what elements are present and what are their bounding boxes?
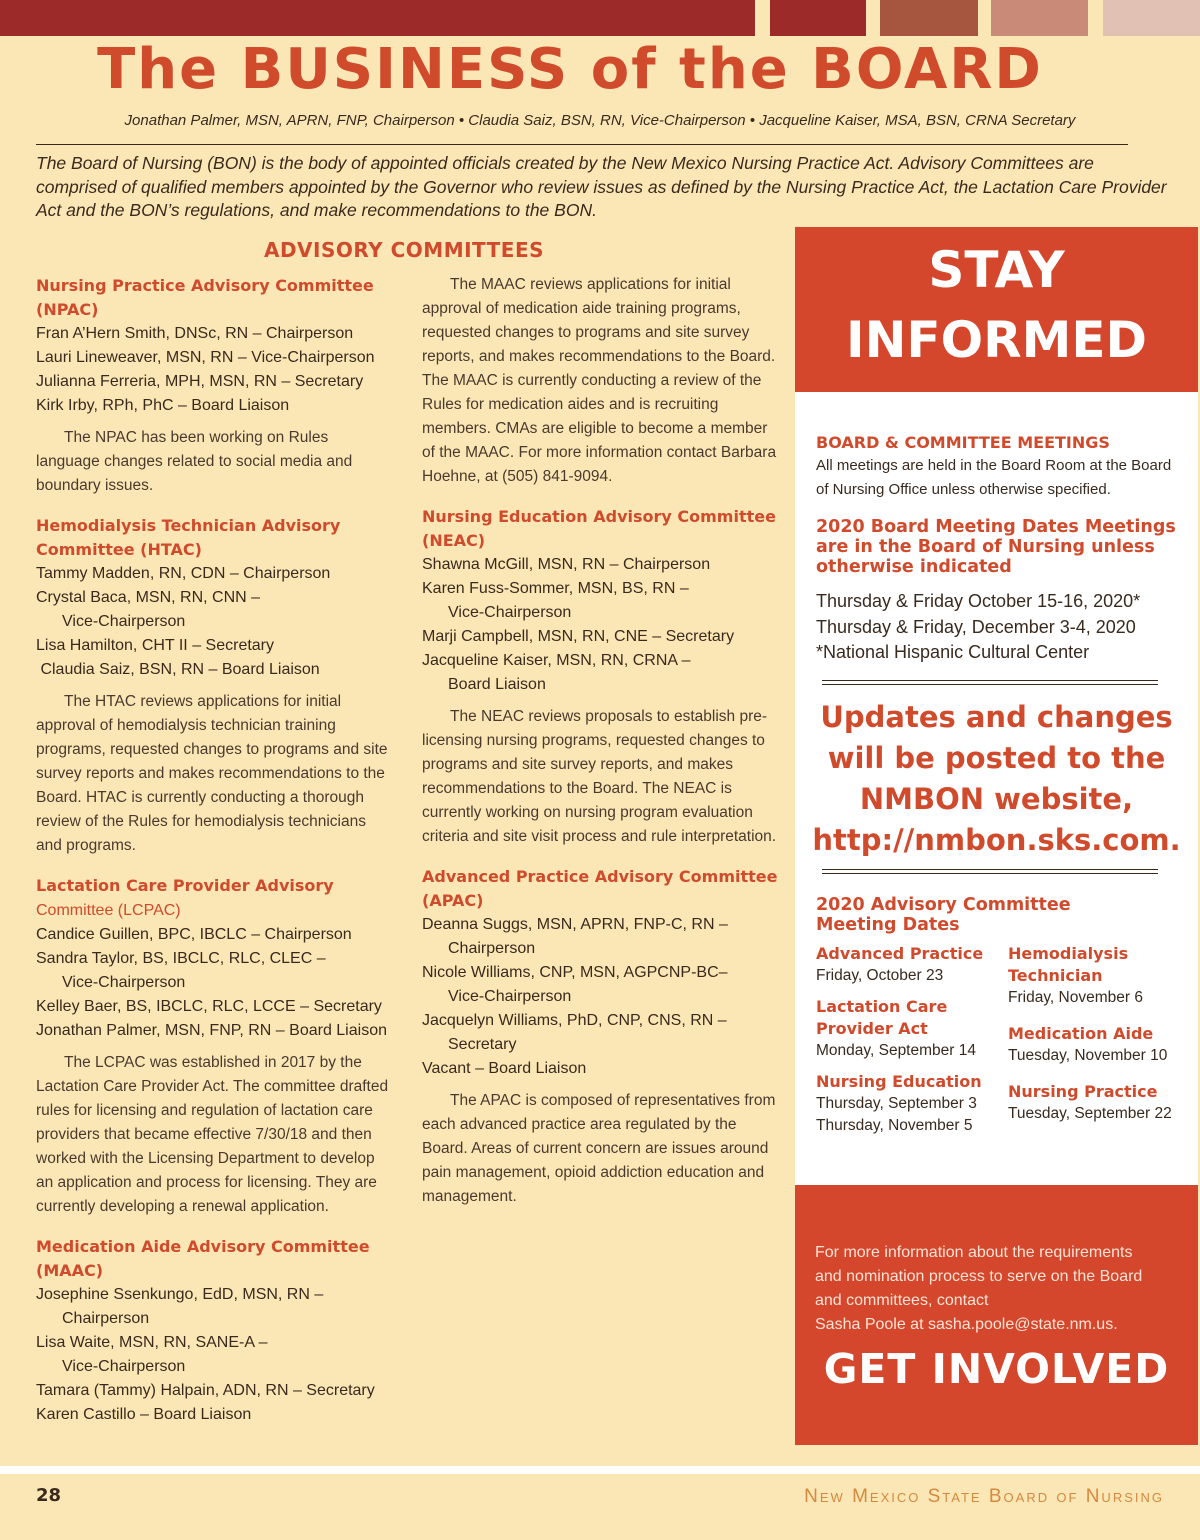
member-line: Josephine Ssenkungo, EdD, MSN, RN – <box>36 1286 324 1303</box>
advisory-date-item: Lactation Care Provider Act Monday, September 14 <box>816 997 976 1059</box>
header-bar-2 <box>770 0 866 36</box>
htac-title: Hemodialysis Technician Advisory Committee (HTAC) <box>36 516 341 559</box>
get-involved-text: For more information about the requirements and nomination process to serve on the Board and committees, contact Sasha Poole at sasha.poole@state.nm.us. <box>815 1241 1185 1337</box>
board-dates-block <box>816 517 1176 666</box>
stay-informed-panel <box>795 227 1198 1445</box>
member-line: Sandra Taylor, BS, IBCLC, RLC, CLEC – <box>36 950 326 967</box>
neac-description: The NEAC reviews proposals to establish pre-licensing nursing programs, requested changes to programs and site survey reports, and makes recommendations to the Board. The NEAC is currently working on nursing program evaluation criteria and site visit process and rule interpretation. <box>422 708 777 845</box>
board-dates-heading: 2020 Board Meeting Dates Meetings are in the Board of Nursing unless otherwise indicated <box>816 517 1176 577</box>
member-line: Tamara (Tammy) Halpain, ADN, RN – Secretary <box>36 1382 375 1399</box>
member-line: Vice-Chairperson <box>448 604 572 621</box>
officers-line: Jonathan Palmer, MSN, APRN, FNP, Chairperson • Claudia Saiz, BSN, RN, Vice-Chairperson • Jacqueline Kaiser, MSA, BSN, CRNA Secretary <box>124 112 1076 129</box>
footer-divider <box>0 1466 1200 1474</box>
member-line: Jonathan Palmer, MSN, FNP, RN – Board Liaison <box>36 1022 387 1039</box>
get-involved-box <box>795 1185 1198 1445</box>
member-line: Vacant – Board Liaison <box>422 1060 587 1077</box>
member-line: Karen Castillo – Board Liaison <box>36 1406 252 1423</box>
maac-title: Medication Aide Advisory Committee (MAAC) <box>36 1237 370 1280</box>
member-line: Lisa Hamilton, CHT II – Secretary <box>36 637 275 654</box>
apac-section <box>422 865 782 1209</box>
member-line: Marji Campbell, MSN, RN, CNE – Secretary <box>422 628 735 645</box>
member-line: Deanna Suggs, MSN, APRN, FNP-C, RN – <box>422 916 728 933</box>
member-line: Kelley Baer, BS, IBCLC, RLC, LCCE – Secretary <box>36 998 382 1015</box>
htac-description: The HTAC reviews applications for initial approval of hemodialysis technician training programs, requested changes to programs and site survey reports and makes recommendations to the Board. HTAC is currently conducting a thorough review of the Rules for hemodialysis technicians and programs. <box>36 693 388 854</box>
advisory-date-item: Hemodialysis Technician Friday, November 6 <box>1008 944 1143 1006</box>
header-bar-1 <box>0 0 755 36</box>
updates-notice <box>795 697 1198 861</box>
stay-heading: STAY <box>928 241 1065 299</box>
left-column <box>36 274 392 1443</box>
member-line: Fran A’Hern Smith, DNSc, RN – Chairperson <box>36 325 354 342</box>
contact-email[interactable]: Sasha Poole at sasha.poole@state.nm.us. <box>815 1316 1118 1333</box>
middle-column <box>422 273 782 1225</box>
page-title: The BUSINESS of the BOARD <box>97 37 1043 102</box>
member-line: Board Liaison <box>448 676 546 693</box>
member-line: Crystal Baca, MSN, RN, CNN – <box>36 589 261 606</box>
apac-description: The APAC is composed of representatives from each advanced practice area regulated by the Board. Areas of current concern are issues around pain management, opioid addiction education and management. <box>422 1092 776 1205</box>
npac-title: Nursing Practice Advisory Committee (NPAC) <box>36 276 374 319</box>
updates-line: Updates and changes <box>820 700 1173 734</box>
lcpac-title: Lactation Care Provider Advisory Committee (LCPAC) <box>36 876 334 919</box>
informed-heading: INFORMED <box>845 311 1148 369</box>
apac-title: Advanced Practice Advisory Committee (APAC) <box>422 867 778 910</box>
advisory-dates-heading: 2020 Advisory Committee Meeting Dates <box>816 895 1071 935</box>
publication-title: New Mexico State Board of Nursing <box>804 1486 1164 1507</box>
maac-continued <box>422 273 782 489</box>
advisory-date-item: Medication Aide Tuesday, November 10 <box>1008 1024 1168 1064</box>
member-line: Nicole Williams, CNP, MSN, AGPCNP-BC– <box>422 964 728 981</box>
member-line: Vice-Chairperson <box>62 974 186 991</box>
updates-top-rule <box>822 680 1158 685</box>
board-date-line: Thursday & Friday October 15-16, 2020* <box>816 591 1141 611</box>
member-line: Kirk Irby, RPh, PhC – Board Liaison <box>36 397 290 414</box>
advisory-dates-left <box>816 943 1006 1146</box>
member-line: Lisa Waite, MSN, RN, SANE-A – <box>36 1334 268 1351</box>
meetings-heading: BOARD & COMMITTEE MEETINGS <box>816 433 1110 452</box>
npac-description: The NPAC has been working on Rules language changes related to social media and boundary issues. <box>36 429 353 494</box>
meetings-text: All meetings are held in the Board Room at the Board of Nursing Office unless otherwise specified. <box>816 457 1172 498</box>
lcpac-description: The LCPAC was established in 2017 by the Lactation Care Provider Act. The committee drafted rules for licensing and regulation of lactation care providers that became effective 7/30/18 and then worked with the Licensing Department to develop an application and process for licensing. They are currently developing a renewal application. <box>36 1054 389 1215</box>
member-line: Chairperson <box>448 940 536 957</box>
page-number: 28 <box>36 1485 62 1506</box>
member-line: Vice-Chairperson <box>62 613 186 630</box>
member-line: Vice-Chairperson <box>448 988 572 1005</box>
member-line: Karen Fuss-Sommer, MSN, BS, RN – <box>422 580 689 597</box>
member-line: Candice Guillen, BPC, IBCLC – Chairperson <box>36 926 352 943</box>
member-line: Secretary <box>448 1036 517 1053</box>
htac-section <box>36 514 392 858</box>
member-line: Tammy Madden, RN, CDN – Chairperson <box>36 565 331 582</box>
member-line: Claudia Saiz, BSN, RN – Board Liaison <box>36 661 320 678</box>
lcpac-section <box>36 874 392 1219</box>
member-line: Chairperson <box>62 1310 150 1327</box>
header-bar-4 <box>991 0 1088 36</box>
member-line: Jacqueline Kaiser, MSN, RN, CRNA – <box>422 652 691 669</box>
get-involved-heading: GET INVOLVED <box>823 1345 1170 1393</box>
board-date-note: *National Hispanic Cultural Center <box>816 642 1090 662</box>
updates-bottom-rule <box>822 869 1158 874</box>
advisory-dates-right <box>1008 943 1198 1134</box>
advisory-committees-heading: ADVISORY COMMITTEES <box>263 238 545 262</box>
updates-line: NMBON website, <box>859 782 1134 816</box>
stay-informed-banner <box>795 227 1198 392</box>
advisory-date-item: Nursing Practice Tuesday, September 22 <box>1008 1082 1172 1122</box>
member-line: Shawna McGill, MSN, RN – Chairperson <box>422 556 711 573</box>
advisory-date-item: Advanced Practice Friday, October 23 <box>816 944 984 984</box>
header-bar-3 <box>880 0 978 36</box>
maac-description: The MAAC reviews applications for initial approval of medication aide training programs, requested changes to programs and site survey reports, and makes recommendations to the Board. The MAAC is currently conducting a review of the Rules for medication aides and is recruiting members. CMAs are eligible to become a member of the MAAC. For more information contact Barbara Hoehne, at (505) 841-9094. <box>422 276 777 485</box>
member-line: Julianna Ferreria, MPH, MSN, RN – Secretary <box>36 373 364 390</box>
website-link[interactable]: http://nmbon.sks.com. <box>812 823 1181 857</box>
member-line: Vice-Chairperson <box>62 1358 186 1375</box>
updates-line: will be posted to the <box>827 741 1166 775</box>
meetings-block <box>816 432 1176 502</box>
advisory-date-item: Nursing Education Thursday, September 3 Thursday, November 5 <box>816 1072 982 1134</box>
npac-section <box>36 274 392 498</box>
header-bar-5 <box>1103 0 1200 36</box>
member-line: Lauri Lineweaver, MSN, RN – Vice-Chairperson <box>36 349 375 366</box>
neac-section <box>422 505 782 849</box>
member-line: Jacquelyn Williams, PhD, CNP, CNS, RN – <box>422 1012 727 1029</box>
header-color-bars <box>0 0 1200 36</box>
board-date-line: Thursday & Friday, December 3-4, 2020 <box>816 616 1136 637</box>
header-divider <box>36 144 1128 145</box>
intro-paragraph: The Board of Nursing (BON) is the body of appointed officials created by the New Mexico Nursing Practice Act. Advisory Committees are comprised of qualified members appointed by the Governor who review issues as defined by the Nursing Practice Act, the Lactation Care Provider Act and the BON’s regulations, and make recommendations to the BON. <box>36 153 1167 220</box>
neac-title: Nursing Education Advisory Committee (NEAC) <box>422 507 776 550</box>
maac-section <box>36 1235 392 1427</box>
